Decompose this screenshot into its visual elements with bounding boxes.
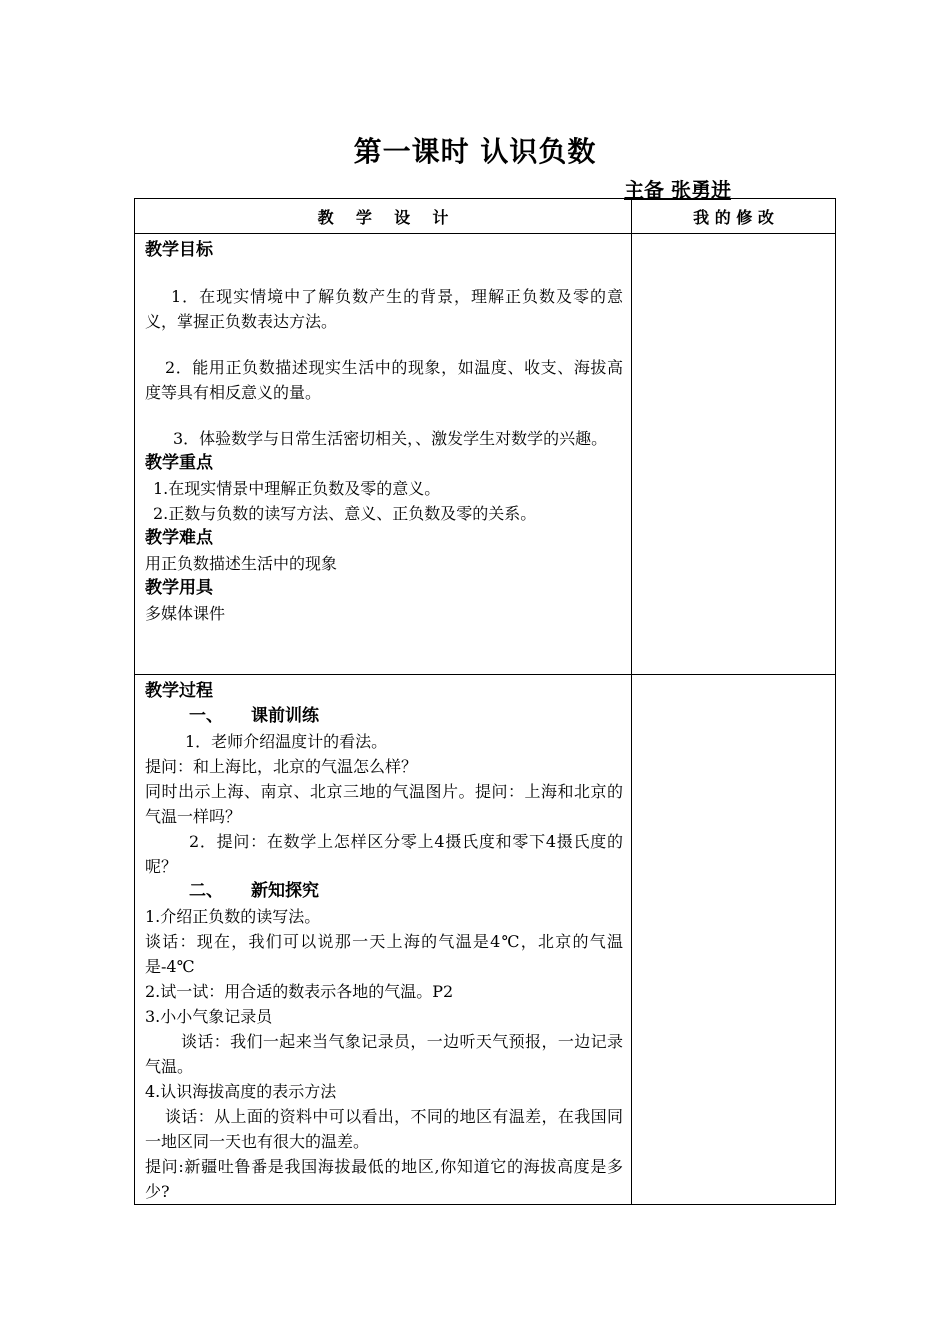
goal-3: 3．体验数学与日常生活密切相关，、激发学生对数学的兴趣。: [173, 429, 608, 448]
explore-line-7: 谈话：从上面的资料中可以看出，不同的地区有温差，在我国同一地区同一天也有很大的温差。: [145, 1107, 623, 1151]
key-point-2: 2.正数与负数的读写方法、意义、正负数及零的关系。: [153, 504, 537, 523]
part-2-heading: [145, 879, 623, 904]
process-heading: 教学过程: [145, 681, 213, 701]
explore-line-8: 提问:新疆吐鲁番是我国海拔最低的地区,你知道它的海拔高度是多少?: [145, 1157, 623, 1201]
document-title: 第一课时 认识负数: [353, 135, 597, 168]
goal-1: 1．在现实情境中了解负数产生的背景，理解正负数及零的意义，掌握正负数表达方法。: [145, 287, 623, 331]
table-row-process: [135, 675, 836, 1205]
tools-text: 多媒体课件: [145, 604, 226, 623]
process-line-3: 同时出示上海、南京、北京三地的气温图片。提问：上海和北京的气温一样吗？: [145, 782, 623, 826]
objectives-cell: [135, 234, 631, 626]
process-line-1: 1．老师介绍温度计的看法。: [185, 732, 388, 751]
tools-heading: 教学用具: [145, 578, 213, 598]
explore-line-2: 谈话：现在，我们可以说那一天上海的气温是4℃，北京的气温是-4℃: [145, 932, 623, 976]
revision-cell-2: [632, 675, 836, 1205]
header-my-revision: 我 的 修 改: [632, 199, 836, 234]
revision-cell-1: [632, 234, 836, 675]
difficulty-text: 用正负数描述生活中的现象: [145, 554, 338, 573]
part-1-heading: [145, 704, 623, 729]
table-header-row: [135, 199, 836, 234]
process-cell: [135, 675, 631, 1204]
difficulty-heading: 教学难点: [145, 528, 213, 548]
table-row-objectives: [135, 234, 836, 675]
explore-line-6: 4.认识海拔高度的表示方法: [145, 1082, 337, 1101]
key-point-1: 1.在现实情景中理解正负数及零的意义。: [153, 479, 441, 498]
explore-line-5: 谈话：我们一起来当气象记录员，一边听天气预报，一边记录气温。: [145, 1032, 623, 1076]
part-1-number: 一、: [189, 706, 223, 726]
process-line-4: 2．提问：在数学上怎样区分零上4摄氏度和零下4摄氏度的呢？: [145, 832, 623, 876]
explore-line-3: 2.试一试：用合适的数表示各地的气温。P2: [145, 982, 454, 1001]
goals-heading: 教学目标: [145, 240, 213, 260]
part-2-title: 新知探究: [251, 881, 319, 901]
explore-line-1: 1.介绍正负数的读写法。: [145, 907, 321, 926]
header-teaching-design: 教 学 设 计: [135, 199, 632, 234]
lesson-plan-table: [134, 198, 836, 1205]
part-2-number: 二、: [189, 881, 223, 901]
explore-line-4: 3.小小气象记录员: [145, 1007, 273, 1026]
goal-2: 2．能用正负数描述现实生活中的现象，如温度、收支、海拔高度等具有相反意义的量。: [145, 358, 623, 402]
author-label: 主备 张勇进: [624, 178, 731, 202]
key-heading: 教学重点: [145, 453, 213, 473]
part-1-title: 课前训练: [251, 706, 319, 726]
process-line-2: 提问：和上海比，北京的气温怎么样？: [145, 757, 418, 776]
